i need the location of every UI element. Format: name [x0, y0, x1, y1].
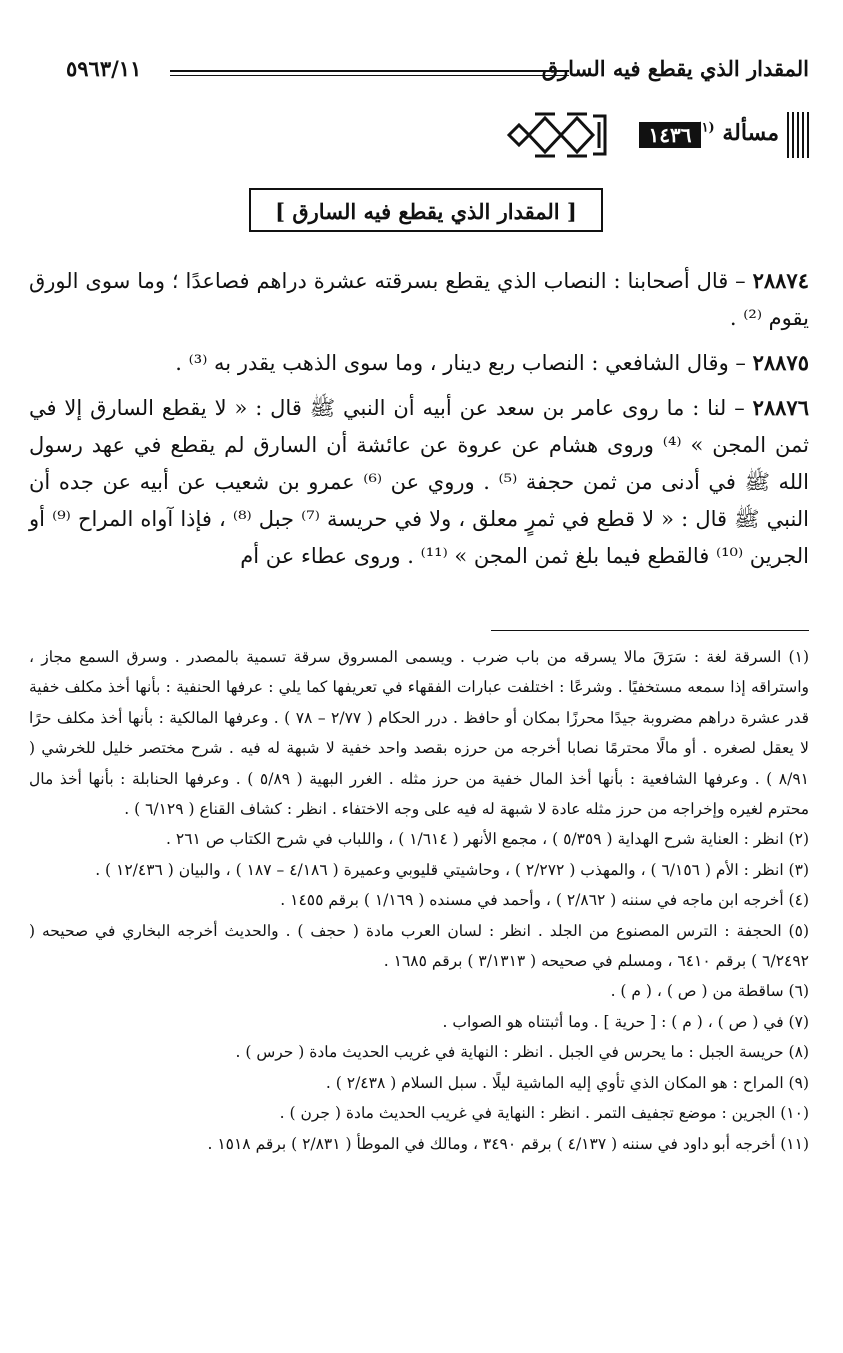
running-title: المقدار الذي يقطع فيه السارق [541, 56, 809, 81]
masala-bars-ornament [787, 112, 809, 158]
footnote-separator [491, 630, 809, 631]
footnotes [29, 642, 809, 1159]
masala-label-text: مسألة [722, 120, 779, 146]
paragraph-number: ٢٨٨٧٥ [752, 350, 809, 375]
header-rule [170, 70, 569, 76]
paragraph [29, 389, 809, 575]
masala-label [695, 120, 779, 146]
footnote: (٣) انظر : الأم ( ٦/١٥٦ ) ، والمهذب ( ٢/٢٧٢ ) ، وحاشيتي قليوبي وعميرة ( ٤/١٨٦ – ١٨٧ ) ، والبيان ( ١٢/٤٣٦ ) . [95, 860, 809, 879]
footnote: (٨) حريسة الجبل : ما يحرس في الجبل . انظر : النهاية في غريب الحديث مادة ( حرس ) . [235, 1043, 809, 1062]
paragraph [29, 344, 809, 382]
arabesque-ornament [505, 110, 617, 160]
footnote: (١١) أخرجه أبو داود في سننه ( ٤/١٣٧ ) برقم ٣٤٩٠ ، ومالك في الموطأ ( ٢/٨٣١ ) برقم ١٥١٨ . [207, 1134, 809, 1153]
paragraph-number: ٢٨٨٧٤ [752, 268, 809, 293]
main-text [29, 262, 809, 582]
footnote: (٧) في ( ص ) ، ( م ) : [ حرية ] . وما أثبتناه هو الصواب . [442, 1012, 809, 1031]
footnote: (٦) ساقطة من ( ص ) ، ( م ) . [610, 982, 809, 1001]
page-number: ٥٩٦٣/١١ [66, 56, 142, 81]
footnote: (١) السرقة لغة : سَرَقَ مالا يسرقه من باب ضرب . ويسمى المسروق سرقة تسمية بالمصدر . وسرق السمع مجاز ، واستراقه إذا سمعه مستخفيًا . وشرعًا : اختلفت عبارات الفقهاء في تعريفها كما يلي : عرفها الحنفية : بأنها أخذ مكلف خفية قدر عشرة دراهم مضروبة جيدًا محرزًا بمكان أو حافظ . درر الحكام ( ٢/٧٧ – ٧٨ ) . وعرفها المالكية : بأنها أخذ مكلف حرًا لا يعقل لصغره . أو مالًا محترمًا نصابا أخرجه من حرزه بقصد واحد خفية لا شبهة له فيه . شرح مختصر خليل للخرشي ( ٨/٩١ ) . وعرفها الشافعية : بأنها أخذ المال خفية من حرز مثله . الغرر البهية ( ٥/٨٩ ) . وعرفها الحنابلة : بأنها أخذ مال محترم لغيره وإخراجه من حرز مثله عادة لا شبهة له فيه على وجه الاختفاء . انظر : كشاف القناع ( ٦/١٢٩ ) . [29, 648, 809, 819]
masala-box [623, 112, 809, 158]
paragraph-text: – قال أصحابنا : النصاب الذي يقطع بسرقته عشرة دراهم فصاعدًا ؛ وما سوى الورق يقوم ⁽²⁾ . [29, 269, 809, 330]
footnote: (٢) انظر : العناية شرح الهداية ( ٥/٣٥٩ ) ، مجمع الأنهر ( ١/٦١٤ ) ، واللباب في شرح الكتاب ص ٢٦١ . [166, 830, 809, 849]
masala-number: ١٤٣٦ [639, 122, 701, 148]
footnote: (١٠) الجرين : موضع تجفيف التمر . انظر : النهاية في غريب الحديث مادة ( جرن ) . [279, 1104, 809, 1123]
paragraph-text: – وقال الشافعي : النصاب ربع دينار ، وما سوى الذهب يقدر به ⁽³⁾ . [175, 351, 753, 375]
chapter-title: [ المقدار الذي يقطع فيه السارق ] [249, 188, 603, 232]
masala-note-ref: (١ [701, 120, 715, 136]
footnote: (٩) المراح : هو المكان الذي تأوي إليه الماشية ليلًا . سبل السلام ( ٢/٤٣٨ ) . [325, 1073, 809, 1092]
paragraph [29, 262, 809, 337]
paragraph-number: ٢٨٨٧٦ [752, 395, 809, 420]
footnote: (٥) الحجفة : الترس المصنوع من الجلد . انظر : لسان العرب مادة ( حجف ) . والحديث أخرجه البخاري في صحيحه ( ٦/٢٤٩٢ ) برقم ٦٤١٠ ، ومسلم في صحيحه ( ٣/١٣١٣ ) برقم ١٦٨٥ . [29, 921, 809, 971]
paragraph-text: – لنا : ما روى عامر بن سعد عن أبيه أن النبي ﷺ قال : « لا يقطع السارق إلا في ثمن المجن » ⁽⁴⁾ وروى هشام عن عروة عن عائشة أن السارق لم يقطع في عهد رسول الله ﷺ في أدنى من ثمن حجفة ⁽⁵⁾ . وروي عن ⁽⁶⁾ عمرو بن شعيب عن أبيه عن جده أن النبي ﷺ قال : « لا قطع في ثمرٍ معلق ، ولا في حريسة ⁽⁷⁾ جبل ⁽⁸⁾ ، فإذا آواه المراح ⁽⁹⁾ أو الجرين ⁽¹⁰⁾ فالقطع فيما بلغ ثمن المجن » ⁽¹¹⁾ . وروى عطاء عن أم [29, 396, 810, 568]
footnote: (٤) أخرجه ابن ماجه في سننه ( ٢/٨٦٢ ) ، وأحمد في مسنده ( ١/١٦٩ ) برقم ١٤٥٥ . [280, 891, 809, 910]
